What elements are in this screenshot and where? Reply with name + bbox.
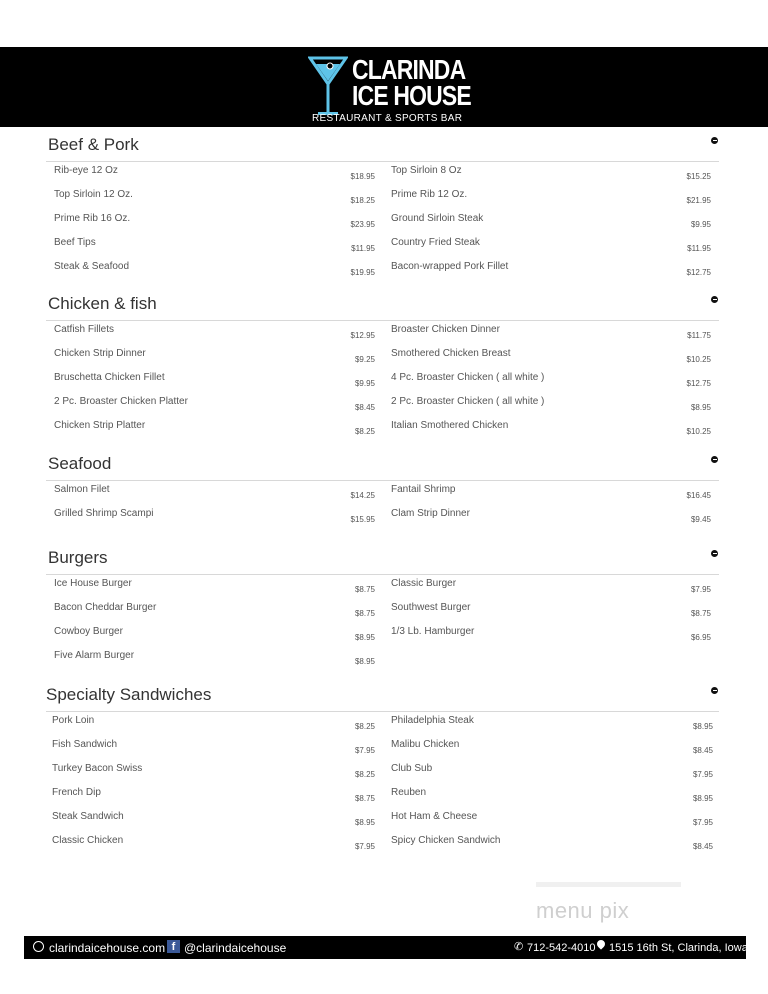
menu-item-name: Bruschetta Chicken Fillet <box>54 372 165 383</box>
menu-item-name: Grilled Shrimp Scampi <box>54 508 154 519</box>
logo[interactable] <box>308 50 471 124</box>
menu-item-price: $16.45 <box>686 491 711 500</box>
menu-item-name: Reuben <box>391 787 427 798</box>
menu-item-price: $8.95 <box>354 657 375 666</box>
menu-item-name: Chicken Strip Dinner <box>54 348 146 359</box>
footer-bar <box>24 936 746 959</box>
menu-item-name: Five Alarm Burger <box>54 650 135 661</box>
martini-glass-icon <box>308 52 348 122</box>
menu-item-price: $8.45 <box>692 746 713 755</box>
website-link[interactable]: clarindaicehouse.com <box>49 941 166 955</box>
menu-item[interactable] <box>54 420 375 440</box>
menu-item-price: $12.95 <box>350 331 375 340</box>
menu-item-price: $21.95 <box>686 196 711 205</box>
menu-item-price: $8.75 <box>354 609 375 618</box>
menu-item-price: $8.75 <box>354 794 375 803</box>
menu-item-name: Prime Rib 16 Oz. <box>54 213 131 224</box>
menu-item[interactable] <box>54 508 375 528</box>
menu-item-price: $23.95 <box>350 220 375 229</box>
menu-item-price: $9.25 <box>354 355 375 364</box>
section-title: Beef & Pork <box>48 135 139 154</box>
menu-item-price: $9.95 <box>354 379 375 388</box>
menu-item-price: $11.95 <box>351 244 375 253</box>
menu-item-name: Clam Strip Dinner <box>391 508 470 519</box>
menu-item[interactable] <box>52 739 375 759</box>
menu-item-name: Rib-eye 12 Oz <box>54 165 118 176</box>
menu-item-name: Chicken Strip Platter <box>54 420 146 431</box>
location-pin-icon <box>595 938 606 949</box>
menu-item-price: $10.25 <box>686 355 711 364</box>
menu-item[interactable] <box>52 763 375 783</box>
menu-item-price: $12.75 <box>686 268 711 277</box>
menu-item[interactable] <box>391 811 713 831</box>
menu-item-name: Italian Smothered Chicken <box>391 420 509 431</box>
menu-item[interactable] <box>54 578 375 598</box>
menu-item-price: $11.95 <box>687 244 711 253</box>
menu-item[interactable] <box>391 484 711 504</box>
menu-item-name: 4 Pc. Broaster Chicken ( all white ) <box>391 372 545 383</box>
menu-item[interactable] <box>54 626 375 646</box>
menu-item-price: $8.45 <box>692 842 713 851</box>
menu-item-price: $18.25 <box>350 196 375 205</box>
menu-item-name: Fantail Shrimp <box>391 484 456 495</box>
header-banner <box>0 47 768 127</box>
menu-item-price: $7.95 <box>354 746 375 755</box>
menu-item[interactable] <box>391 324 711 344</box>
menu-item-name: Bacon-wrapped Pork Fillet <box>391 261 509 272</box>
menu-item-name: Top Sirloin 12 Oz. <box>54 189 133 200</box>
brand-subtitle: RESTAURANT & SPORTS BAR <box>312 113 463 124</box>
menu-item[interactable] <box>391 420 711 440</box>
menu-item[interactable] <box>52 787 375 807</box>
menu-item[interactable] <box>54 189 375 209</box>
menu-item[interactable] <box>54 650 375 670</box>
menu-item-price: $8.95 <box>354 633 375 642</box>
menu-item[interactable] <box>54 165 375 185</box>
menu-item[interactable] <box>391 396 711 416</box>
menu-item-name: Classic Chicken <box>52 835 124 846</box>
globe-icon <box>33 941 44 952</box>
menu-item[interactable] <box>52 835 375 855</box>
menu-item[interactable] <box>391 348 711 368</box>
menu-item-name: Top Sirloin 8 Oz <box>391 165 462 176</box>
section-divider <box>46 320 719 321</box>
menu-item-name: Pork Loin <box>52 715 95 726</box>
menu-item-price: $8.25 <box>354 722 375 731</box>
menu-item-name: Catfish Fillets <box>54 324 115 335</box>
menu-item-name: Southwest Burger <box>391 602 471 613</box>
menu-item-price: $6.95 <box>690 633 711 642</box>
section-divider <box>46 161 719 162</box>
menu-item-name: Smothered Chicken Breast <box>391 348 511 359</box>
menu-item[interactable] <box>391 578 711 598</box>
menu-item[interactable] <box>52 811 375 831</box>
brand-name-line1: CLARINDA <box>352 54 466 85</box>
menu-item-name: Beef Tips <box>54 237 96 248</box>
collapse-icon[interactable] <box>711 456 718 463</box>
menu-item-name: 2 Pc. Broaster Chicken Platter <box>54 396 188 407</box>
menu-item-price: $19.95 <box>350 268 375 277</box>
menu-item-name: French Dip <box>52 787 101 798</box>
menu-item[interactable] <box>52 715 375 735</box>
menu-item-price: $8.25 <box>354 427 375 436</box>
collapse-icon[interactable] <box>711 550 718 557</box>
menu-item-name: Salmon Filet <box>54 484 110 495</box>
menu-item[interactable] <box>54 348 375 368</box>
menu-item-name: Prime Rib 12 Oz. <box>391 189 468 200</box>
menu-item[interactable] <box>54 484 375 504</box>
menu-item-price: $9.95 <box>690 220 711 229</box>
menu-item-price: $14.25 <box>350 491 375 500</box>
menu-item[interactable] <box>391 763 713 783</box>
menu-item-price: $15.95 <box>350 515 375 524</box>
menu-item[interactable] <box>391 508 711 528</box>
menu-item[interactable] <box>391 835 713 855</box>
section-divider <box>46 480 719 481</box>
menu-item-price: $12.75 <box>686 379 711 388</box>
menu-item[interactable] <box>391 189 711 209</box>
menu-item-name: 1/3 Lb. Hamburger <box>391 626 475 637</box>
menu-item-price: $7.95 <box>692 818 713 827</box>
menu-item[interactable] <box>391 213 711 233</box>
phone-number[interactable]: 712-542-4010 <box>527 942 596 954</box>
menu-item-price: $7.95 <box>692 770 713 779</box>
menu-item-price: $8.95 <box>692 722 713 731</box>
menu-item-name: Malibu Chicken <box>391 739 460 750</box>
brand-name-line2: ICE HOUSE <box>352 80 471 111</box>
menu-item[interactable] <box>391 739 713 759</box>
section-divider <box>46 711 719 712</box>
menu-item[interactable] <box>391 787 713 807</box>
facebook-icon[interactable]: f <box>167 940 180 953</box>
menu-item-price: $18.95 <box>350 172 375 181</box>
menu-item[interactable] <box>54 261 375 281</box>
menu-item-price: $8.75 <box>354 585 375 594</box>
menu-item-price: $9.45 <box>690 515 711 524</box>
facebook-handle[interactable]: @clarindaicehouse <box>184 941 287 955</box>
watermark-bar <box>536 882 681 887</box>
menu-item[interactable] <box>391 372 711 392</box>
menu-item-name: Cowboy Burger <box>54 626 123 637</box>
menu-item[interactable] <box>54 602 375 622</box>
section-divider <box>46 574 719 575</box>
menu-item-name: Hot Ham & Cheese <box>391 811 478 822</box>
menu-item[interactable] <box>54 213 375 233</box>
menu-item-name: Ground Sirloin Steak <box>391 213 484 224</box>
menu-item[interactable] <box>391 165 711 185</box>
collapse-icon[interactable] <box>711 296 718 303</box>
menu-item-price: $7.95 <box>354 842 375 851</box>
menu-item-price: $10.25 <box>686 427 711 436</box>
menu-item[interactable] <box>54 396 375 416</box>
menu-item-name: Turkey Bacon Swiss <box>52 763 143 774</box>
menu-item-name: Philadelphia Steak <box>391 715 474 726</box>
menu-item[interactable] <box>54 372 375 392</box>
menu-item-name: Fish Sandwich <box>52 739 118 750</box>
address: 1515 16th St, Clarinda, Iowa <box>609 942 748 954</box>
menu-item-price: $8.45 <box>354 403 375 412</box>
menu-item-name: Bacon Cheddar Burger <box>54 602 157 613</box>
menu-item-price: $11.75 <box>687 331 711 340</box>
menu-item-name: Club Sub <box>391 763 433 774</box>
menu-item[interactable] <box>54 237 375 257</box>
menu-item-name: Broaster Chicken Dinner <box>391 324 500 335</box>
menu-item[interactable] <box>54 324 375 344</box>
section-title: Burgers <box>48 548 108 567</box>
menu-item[interactable] <box>391 237 711 257</box>
menu-item-price: $8.75 <box>690 609 711 618</box>
menu-item[interactable] <box>391 261 711 281</box>
section-title: Seafood <box>48 454 112 473</box>
menu-item-name: Steak Sandwich <box>52 811 124 822</box>
collapse-icon[interactable] <box>711 687 718 694</box>
menu-item-name: Steak & Seafood <box>54 261 130 272</box>
watermark: menu pix <box>536 898 630 923</box>
menu-item-price: $7.95 <box>690 585 711 594</box>
menu-item-name: Spicy Chicken Sandwich <box>391 835 501 846</box>
menu-item-name: 2 Pc. Broaster Chicken ( all white ) <box>391 396 545 407</box>
menu-item-price: $8.25 <box>354 770 375 779</box>
menu-item[interactable] <box>391 715 713 735</box>
menu-item-name: Classic Burger <box>391 578 457 589</box>
menu-item-name: Ice House Burger <box>54 578 132 589</box>
collapse-icon[interactable] <box>711 137 718 144</box>
menu-item-price: $8.95 <box>690 403 711 412</box>
menu-item[interactable] <box>391 602 711 622</box>
menu-item[interactable] <box>391 626 711 646</box>
section-title: Chicken & fish <box>48 294 157 313</box>
menu-item-name: Country Fried Steak <box>391 237 480 248</box>
section-title: Specialty Sandwiches <box>46 685 212 704</box>
menu-item-price: $8.95 <box>354 818 375 827</box>
menu-item-price: $15.25 <box>686 172 711 181</box>
phone-icon: ✆ <box>514 941 524 953</box>
menu-item-price: $8.95 <box>692 794 713 803</box>
